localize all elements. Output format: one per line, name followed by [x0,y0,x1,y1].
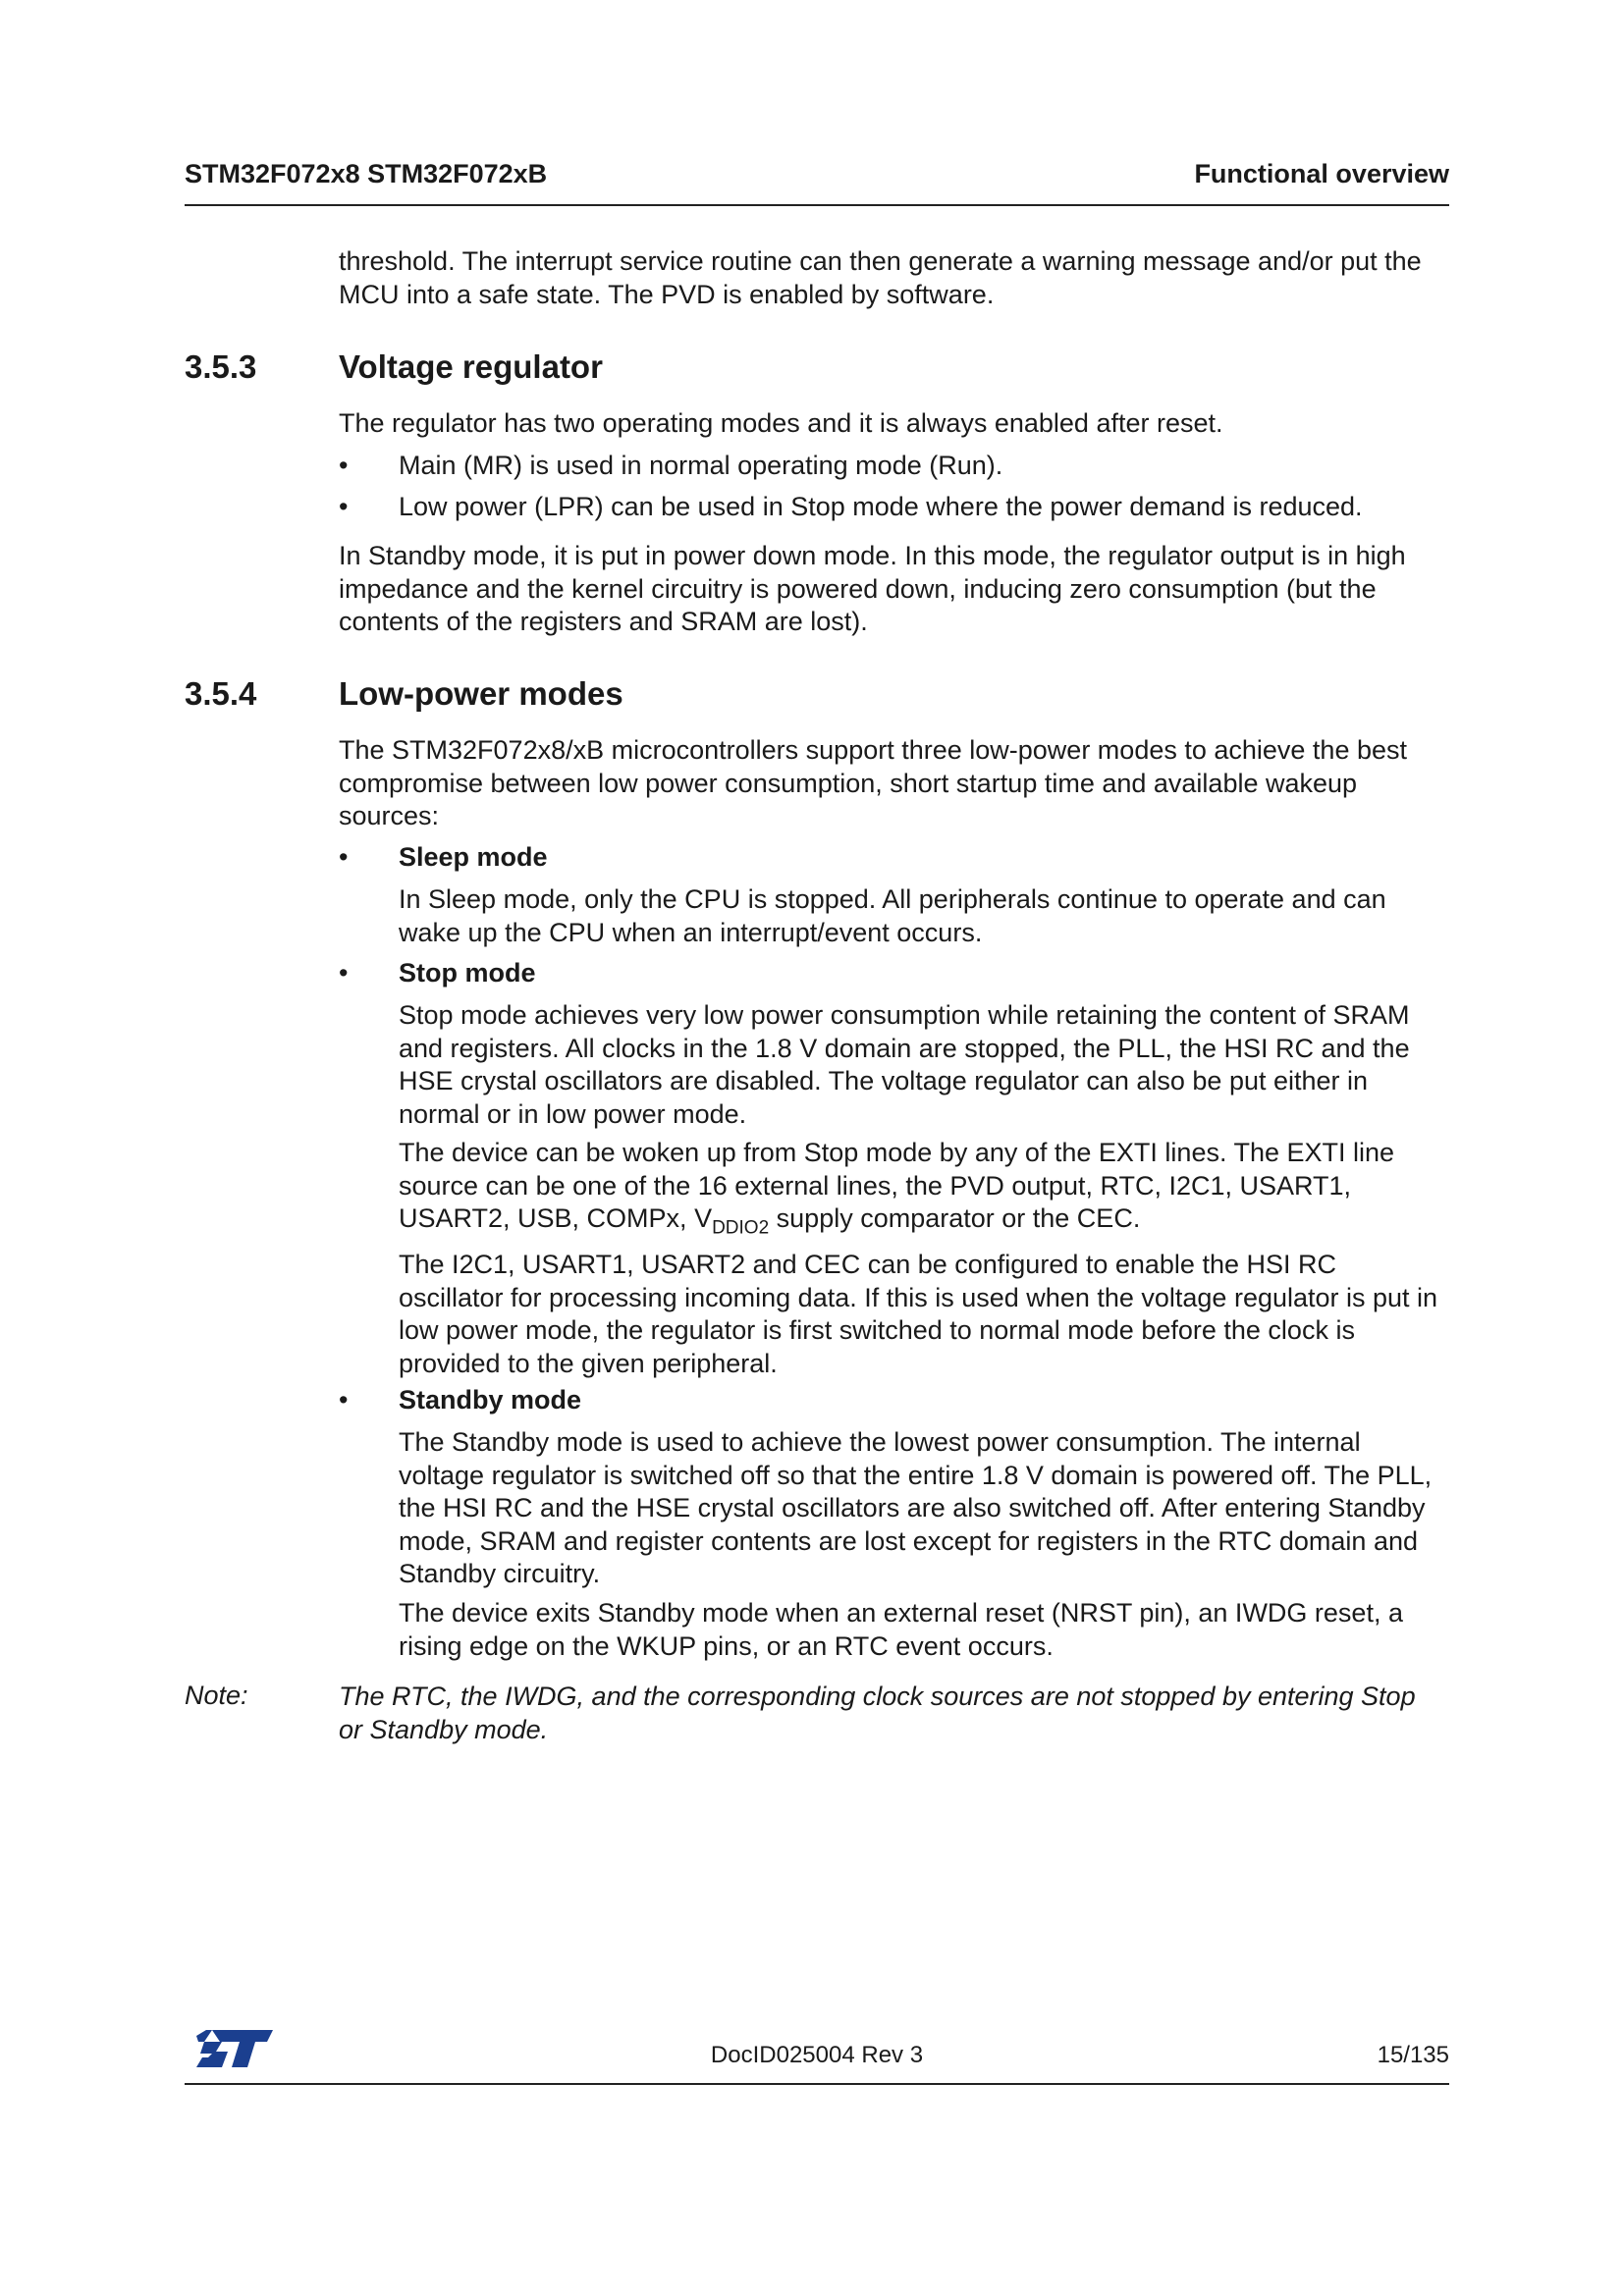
header-part-numbers: STM32F072x8 STM32F072xB [185,159,548,188]
page-number: 15/135 [1377,2042,1449,2068]
header-section-name: Functional overview [1194,159,1449,188]
section-number: 3.5.4 [185,675,257,712]
mode-name: Sleep mode [399,842,548,872]
note-label: Note: [185,1681,248,1710]
vddio2-symbol: $V_{DDIO2}$ [694,1203,770,1239]
sleep-mode-paragraph: In Sleep mode, only the CPU is stopped. All peripherals continue to operate and can wake up the CPU when an interrupt/event occurs. [399,884,1386,947]
section-title: Voltage regulator [339,348,603,385]
stop-mode-paragraph-1: Stop mode achieves very low power consumption while retaining the content of SRAM and registers. All clocks in the 1.8 V domain are stopped, the PLL, the HSI RC and the HSE crystal oscillators are disabled. The voltage regulator can also be put either in normal or in low power mode. [399,1000,1410,1129]
document-id: DocID025004 Rev 3 [710,2042,924,2068]
standby-mode-paragraph-1: The Standby mode is used to achieve the lowest power consumption. The internal voltage regulator is switched off so that the entire 1.8 V domain is powered off. The PLL, the HSI RC and the HSE crystal oscillators are also switched off. After entering Standby mode, SRAM and register contents are lost except for registers in the RTC domain and Standby circuitry. [399,1427,1433,1588]
page-footer [185,2042,1449,2085]
regulator-standby-paragraph: In Standby mode, it is put in power down mode. In this mode, the regulator output is in high impedance and the kernel circuitry is powered down, inducing zero consumption (but the contents of the registers and SRAM are lost). [339,541,1406,636]
bullet-icon: • [339,958,349,988]
stop-mode-paragraph-3: The I2C1, USART1, USART2 and CEC can be configured to enable the HSI RC oscillator for processing incoming data. If this is used when the voltage regulator is put in low power mode, the regulator is first switched to normal mode before the clock is provided to the given peripheral. [399,1250,1438,1378]
bullet-icon: • [339,451,349,480]
bullet-icon: • [339,842,349,872]
mode-name: Stop mode [399,958,536,988]
bullet-icon: • [339,492,349,521]
regulator-intro: The regulator has two operating modes and it is always enabled after reset. [339,408,1223,438]
section-title: Low-power modes [339,675,623,712]
note-text: The RTC, the IWDG, and the corresponding clock sources are not stopped by entering Stop or Standby mode. [339,1682,1416,1744]
page-header [185,159,1449,206]
section-number: 3.5.3 [185,348,257,385]
intro-paragraph: threshold. The interrupt service routine can then generate a warning message and/or put the MCU into a safe state. The PVD is enabled by software. [339,246,1422,309]
low-power-intro: The STM32F072x8/xB microcontrollers support three low-power modes to achieve the best compromise between low power consumption, short startup time and available wakeup sources: [339,735,1408,830]
mode-name: Standby mode [399,1385,582,1415]
stop-mode-paragraph-2: The device can be woken up from Stop mode by any of the EXTI lines. The EXTI line source can be one of the 16 external lines, the PVD output, RTC, I2C1, USART1, USART2, USB, COMPx, $V_{DDIO2}$ supply comparator or the CEC. [399,1138,1395,1239]
bullet-icon: • [339,1385,349,1415]
standby-mode-paragraph-2: The device exits Standby mode when an external reset (NRST pin), an IWDG reset, a rising edge on the WKUP pins, or an RTC event occurs. [399,1598,1403,1661]
